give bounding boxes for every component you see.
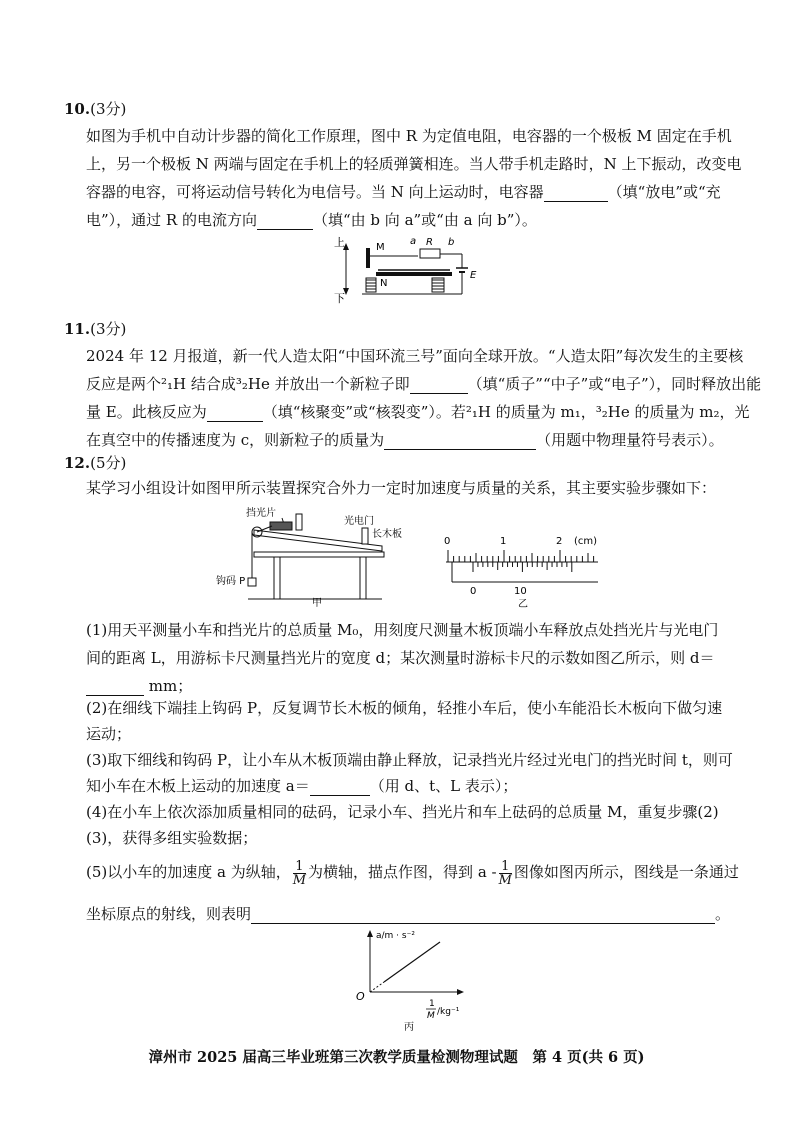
fig-shade-label: 挡光片 [246,508,276,519]
fig-down-label: 下 [334,292,345,305]
vernier-main-2: 2 [556,536,563,547]
page-footer: 漳州市 2025 届高三毕业班第三次教学质量检测物理试题 第 4 页(共 6 页) [148,1049,645,1066]
vernier-scale-10: 10 [514,586,527,597]
q10-number: 10.(3分) [64,100,127,118]
fig-R-label: R [426,237,433,248]
fig-yi-caption: 乙 [518,599,528,608]
q11-number: 11.(3分) [64,320,127,338]
q12-apparatus-figure [212,502,412,608]
q12-graph-figure [350,926,480,1032]
q11-line3: 量 E。此核反应为 （填“核聚变”或“核裂变”）。若²₁H 的质量为 m₁，³₂He 的质量为 m₂，光 [86,403,750,421]
fig-up-label: 上 [334,236,345,249]
q12-vernier-figure [440,532,610,608]
q10-line1: 如图为手机中自动计步器的简化工作原理，图中 R 为定值电阻，电容器的一个极板 M 固定在手机 [86,127,732,145]
fig-bing-caption: 丙 [404,1022,414,1032]
graph-origin: O [356,990,365,1003]
q12-step1-a: (1)用天平测量小车和挡光片的总质量 M₀，用刻度尺测量木板顶端小车释放点处挡光片与光电门 [86,621,719,639]
q12-number: 12.(5分) [64,454,127,472]
vernier-unit: (cm) [574,536,598,547]
q10-line3: 容器的电容，可将运动信号转化为电信号。当 N 向上运动时，电容器 （填“放电”或“充 [86,183,721,201]
q11-blank3[interactable] [384,433,536,450]
q11-blank2[interactable] [207,405,263,422]
vernier-main-0: 0 [444,536,451,547]
q10-blank1[interactable] [544,185,608,202]
vernier-main-1: 1 [500,536,507,547]
fig-gate-label: 光电门 [344,516,374,527]
q10-circuit-figure [328,234,488,306]
q12-frac-1-over-M: $\frac{1}{M}$ [292,858,307,888]
q12-step1-c: mm； [86,676,192,696]
fig-E-label: E [470,270,477,281]
graph-x-num: 1 [429,999,435,1009]
graph-x-den: M [427,1011,435,1021]
fig-b-label: b [448,237,455,248]
q12-step2-b: 运动； [86,725,132,743]
q12-step1-b: 间的距离 L，用游标卡尺测量挡光片的宽度 d；某次测量时游标卡尺的示数如图乙所示，则 d＝ [86,649,715,667]
fig-M-label: M [376,242,385,253]
q11-line1: 2024 年 12 月报道，新一代人造太阳“中国环流三号”面向全球开放。“人造太阳”每次发生的主要核 [86,347,744,365]
q11-line2: 反应是两个²₁H 结合成³₂He 并放出一个新粒子即 （填“质子”“中子”或“电子”），同时释放出能 [86,375,762,393]
q12-step3-a: (3)取下细线和钩码 P，让小车从木板顶端由静止释放，记录挡光片经过光电门的挡光时间 t，则可 [86,751,733,769]
q10-blank2[interactable] [257,213,313,230]
q12-step4-b: (3)，获得多组实验数据； [86,829,258,847]
fig-a-label: a [410,236,417,247]
q10-line4: 电”），通过 R 的电流方向 （填“由 b 向 a”或“由 a 向 b”）。 [86,211,537,229]
vernier-scale-0: 0 [470,586,477,597]
q11-blank1[interactable] [410,377,468,394]
q12-intro: 某学习小组设计如图甲所示装置探究合外力一定时加速度与质量的关系，其主要实验步骤如下： [86,479,717,497]
graph-ylabel: a/m · s⁻² [376,931,415,941]
q12-blank-conclusion[interactable] [251,907,715,924]
fig-jia-caption: 甲 [312,598,322,608]
q12-step5: (5)以小车的加速度 a 为纵轴， $\frac{1}{M}$ 为横轴，描点作图，得到 a - $\frac{1}{M}$ 图像如图丙所示，图线是一条通过 [86,858,739,888]
q12-step4-a: (4)在小车上依次添加质量相同的砝码，记录小车、挡光片和车上砝码的总质量 M，重复步骤(2) [86,803,719,821]
q12-step3-b: 知小车在木板上运动的加速度 a＝ （用 d、t、L 表示）； [86,777,518,795]
q12-step2-a: (2)在细线下端挂上钩码 P，反复调节长木板的倾角，轻推小车后，使小车能沿长木板向下做匀速 [86,699,723,717]
graph-x-unit: /kg⁻¹ [437,1007,460,1017]
q12-step6: 坐标原点的射线，则表明 。 [86,905,731,923]
q12-blank-d[interactable] [86,679,144,696]
q12-frac-1-over-M-2: $\frac{1}{M}$ [498,858,512,888]
q12-blank-a[interactable] [310,779,370,796]
vernier-scale-ticks [473,562,572,572]
q11-line4: 在真空中的传播速度为 c，则新粒子的质量为 （用题中物理量符号表示）。 [86,431,724,449]
fig-weight-label: 钩码 P [216,576,246,587]
fig-board-label: 长木板 [372,529,402,540]
q10-line2: 上，另一个极板 N 两端与固定在手机上的轻质弹簧相连。当人带手机走路时，N 上下振动，改变电 [86,155,742,173]
vernier-main-ticks [448,550,594,562]
fig-N-label: N [380,278,388,289]
